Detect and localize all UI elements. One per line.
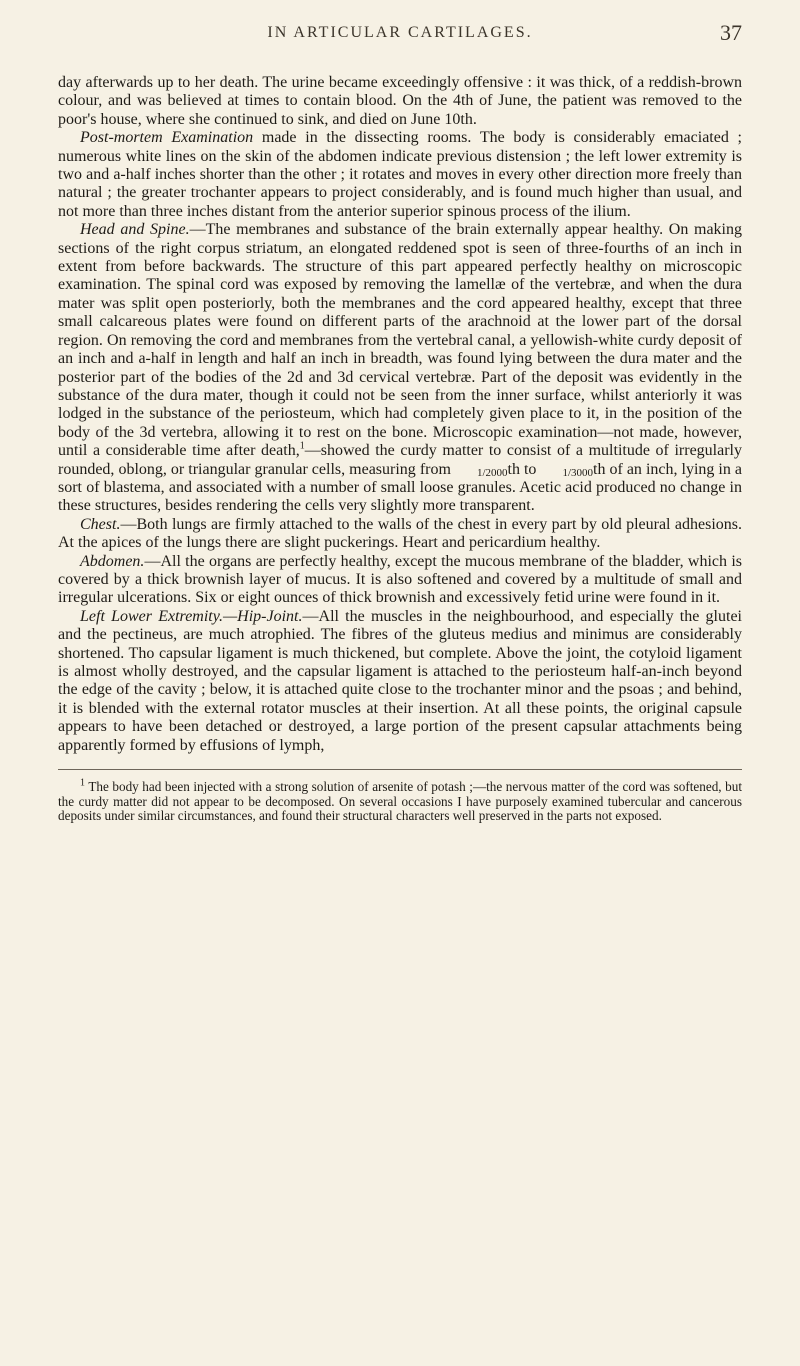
paragraph-text: made in the dissecting rooms. The body is considerably emaciated ; numerous white lines on the skin of the abdomen indicate previous distension ; the left lower extremity is two and a-half inches shorter than the other ; it rotates and moves in every other direction more freely than natural ; the greater trochanter appears to project considerably, and is found much higher than usual, and not more than three inches distant from the anterior superior spinous process of the ilium. xyxy=(58,129,743,220)
section-heading-abdomen: Abdomen. xyxy=(80,552,145,570)
paragraph-text: th of an inch, lying in a sort of blastema, and associated with a number of small loose granules. Acetic acid produced no change in these structures, besides rendering the cells very slightly more transparent. xyxy=(58,460,743,515)
paragraph-post-mortem xyxy=(58,129,742,221)
footnote-paragraph xyxy=(58,777,742,824)
paragraph-chest xyxy=(58,516,742,553)
paragraph-text: day afterwards up to her death. The urine became exceedingly offensive : it was thick, of a reddish-brown colour, and was believed at times to contain blood. On the 4th of June, the patient was removed to the poor's house, where she continued to sink, and died on June 10th. xyxy=(58,74,742,128)
footnote-divider xyxy=(58,769,742,770)
footnote-marker: 1 xyxy=(80,777,85,789)
paragraph-text: —All the organs are perfectly healthy, except the mucous membrane of the bladder, which is covered by a thick brownish layer of mucus. It is also softened and covered by a multitude of small and irregular ulcerations. Six or eight ounces of thick brownish and excessively fetid urine were found in it. xyxy=(58,552,742,607)
footnote-reference: 1 xyxy=(299,440,305,452)
section-heading-head-spine: Head and Spine. xyxy=(80,221,190,239)
section-heading-chest: Chest. xyxy=(80,515,121,533)
page-header xyxy=(58,20,742,54)
running-title: IN ARTICULAR CARTILAGES. xyxy=(267,24,533,41)
paragraph-text: th to xyxy=(507,460,541,478)
body-text xyxy=(58,74,742,755)
fraction: 1/2000 xyxy=(476,466,508,479)
paragraph-text: —The membranes and substance of the brain externally appear healthy. On making sections of the right corpus striatum, an elongated reddened spot is seen of three-fourths of an inch in extent from before backwards. The structure of this part appeared perfectly healthy on microscopic examination. The spinal cord was exposed by removing the lamellæ of the vertebræ, and when the dura mater was split open posteriorly, both the membranes and the cord appeared healthy, except that three small calcareous plates were found on different parts of the arachnoid at the lower part of the dorsal region. On removing the cord and membranes from the vertebral canal, a yellowish-white curdy deposit of an inch and a-half in length and half an inch in breadth, was found lying between the dura mater and the posterior part of the bodies of the 2d and 3d cervical vertebræ. Part of the deposit was evidently in the substance of the dura mater, though it could not be seen from the inner surface, whilst anteriorly it was lodged in the substance of the periosteum, which had completely given place to it, in the position of the body of the 3d vertebra, allowing it to rest on the bone. Microscopic examination—not made, however, until a considerable time after death, xyxy=(58,221,742,460)
paragraph-head-spine xyxy=(58,221,742,516)
footnote-text: The body had been injected with a strong solution of arsenite of potash ;—the nervous matter of the cord was softened, but the curdy matter did not appear to be decomposed. On several occasions I have purposely examined tubercular and cancerous deposits under similar circumstances, and found their structural characters well preserved in the parts not exposed. xyxy=(58,779,742,824)
page-number: 37 xyxy=(720,20,742,45)
paragraph-abdomen xyxy=(58,553,742,608)
section-heading-post-mortem: Post-mortem Examination xyxy=(80,129,254,147)
paragraph-text: —All the muscles in the neighbourhood, and especially the glutei and the pectineus, are much atrophied. The fibres of the gluteus medius and minimus are considerably shortened. Tho capsular ligament is much thickened, but complete. Above the joint, the cotyloid ligament is almost wholly destroyed, and the capsular ligament is attached to the periosteum half-an-inch beyond the edge of the cavity ; below, it is attached quite close to the trochanter minor and the psoas ; and behind, it is blended with the external rotator muscles at their insertion. At all these points, the original capsule appears to have been detached or destroyed, a large portion of the present capsular attachments being apparently formed by effusions of lymph, xyxy=(58,607,742,754)
fraction: 1/3000 xyxy=(562,466,594,479)
paragraph-text: —Both lungs are firmly attached to the walls of the chest in every part by old pleural adhesions. At the apices of the lungs there are slight puckerings. Heart and pericardium healthy. xyxy=(58,515,742,552)
footnote xyxy=(58,777,742,824)
paragraph-text: —showed the curdy matter to consist of a multitude of irregularly rounded, oblong, or triangular granular cells, measuring from xyxy=(58,442,742,478)
paragraph-history xyxy=(58,74,742,129)
paragraph-hip-joint xyxy=(58,608,742,755)
section-heading-hip-joint: Left Lower Extremity.—Hip-Joint. xyxy=(80,607,303,625)
